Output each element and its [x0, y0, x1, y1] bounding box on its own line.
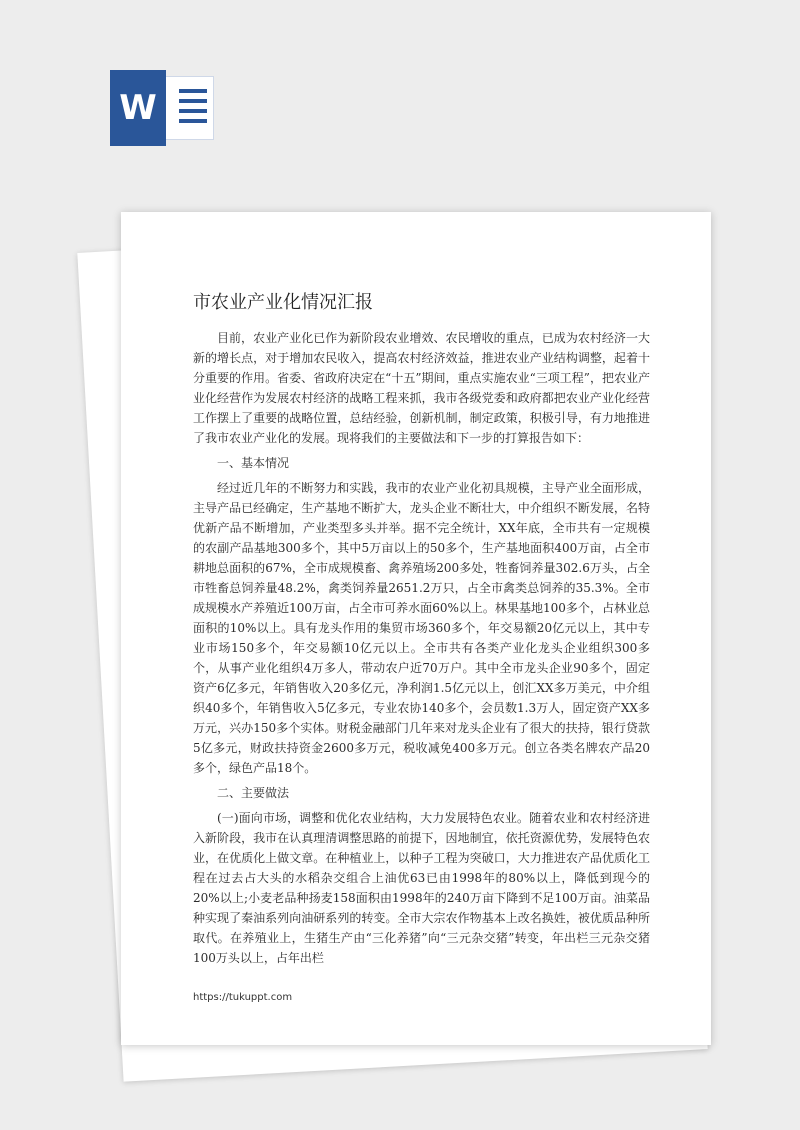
word-icon-letter: W	[119, 88, 157, 128]
body-paragraph: 经过近几年的不断努力和实践，我市的农业产业化初具规模，主导产业全面形成，主导产品已经确定，生产基地不断扩大，龙头企业不断壮大，中介组织不断发展，名特优新产品不断增加，产业类型多头并举。据不完全统计，XX年底，全市共有一定规模的农副产品基地300多个，其中5万亩以上的50多个，生产基地面积400万亩，占全市耕地总面积的67%，全市成规模畜、禽养殖场200多处，牲畜饲养量302.6万头，占全市牲畜总饲养量48.2%，禽类饲养量2651.2万只，占全市禽类总饲养的35.3%。全市成规模水产养殖近100万亩，占全市可养水面60%以上。林果基地100多个，占林业总面积的10%以上。具有龙头作用的集贸市场360多个，年交易额20亿元以上，其中专业市场150多个，年交易额10亿元以上。全市共有各类产业化龙头企业组织300多个，从事产业化组织4万多人，带动农户近70万户。其中全市龙头企业90多个，固定资产6亿多元，年销售收入20多亿元，净利润1.5亿元以上，创汇XX多万美元，中介组织40多个，年销售收入5亿多元，专业农协140多个，会员数1.3万人，固定资产XX多万元，兴办150多个实体。财税金融部门几年来对龙头企业有了很大的扶持，银行贷款5亿多元，财政扶持资金2600多万元，税收减免400多万元。创立各类名牌农产品20多个，绿色产品18个。	[193, 481, 650, 775]
section-heading: 二、主要做法	[217, 786, 290, 800]
section-heading: 一、基本情况	[217, 456, 290, 470]
body-paragraph: 目前，农业产业化已作为新阶段农业增效、农民增收的重点，已成为农村经济一大新的增长点，对于增加农民收入，提高农村经济效益，推进农业产业结构调整，起着十分重要的作用。省委、省政府决定在“十五”期间，重点实施农业“三项工程”，把农业产业化经营作为发展农村经济的战略工程来抓，我市各级党委和政府都把农业产业化经营工作摆上了重要的战略位置，总结经验，创新机制，制定政策，积极引导，有力地推进了我市农业产业化的发展。现将我们的主要做法和下一步的打算报告如下：	[193, 331, 650, 445]
word-logo	[110, 70, 216, 146]
document-page	[121, 212, 711, 1045]
source-url[interactable]: https://tukuppt.com	[193, 992, 293, 1003]
document-body	[193, 328, 650, 968]
word-icon	[110, 70, 166, 146]
document-title: 市农业产业化情况汇报	[193, 292, 373, 313]
body-paragraph: (一)面向市场，调整和优化农业结构，大力发展特色农业。随着农业和农村经济进入新阶段，我市在认真理清调整思路的前提下，因地制宜，依托资源优势，发展特色农业，在优质化上做文章。在种植业上，以种子工程为突破口，大力推进农产品优质化工程在过去占大头的水稻杂交组合上油优63已由1998年的80%以上，降低到现今的20%以上;小麦老品种扬麦158面积由1998年的240万亩下降到不足100万亩。油菜品种实现了秦油系列向油研系列的转变。全市大宗农作物基本上改名换姓，被优质品种所取代。在养殖业上，生猪生产由“三化养猪”向“三元杂交猪”转变，年出栏三元杂交猪100万头以上，占年出栏	[193, 811, 650, 965]
